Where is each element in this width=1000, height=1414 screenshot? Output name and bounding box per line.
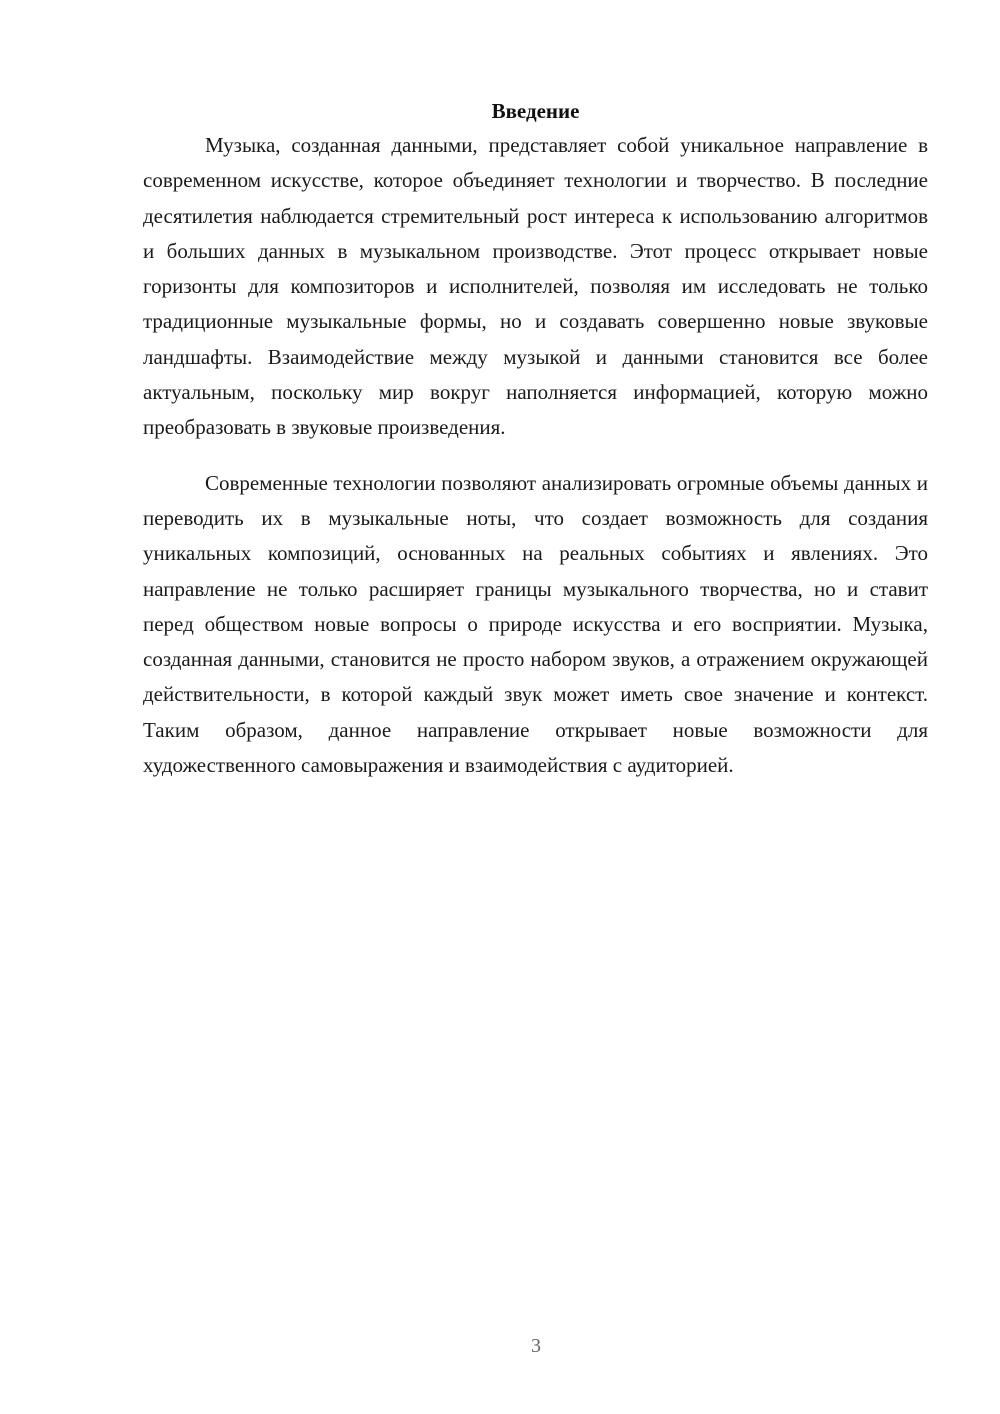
page-content [143, 94, 928, 783]
section-heading: Введение [491, 99, 580, 123]
page-number: 3 [531, 1335, 541, 1357]
paragraph-1: Музыка, созданная данными, представляет собой уникальное направление в современном искусстве, которое объединяет технологии и творчество. В последние десятилетия наблюдается стремительный рост интереса к использованию алгоритмов и больших данных в музыкальном производстве. Этот процесс открывает новые горизонты для композиторов и исполнителей, позволяя им исследовать не только традиционные музыкальные формы, но и создавать совершенно новые звуковые ландшафты. Взаимодействие между музыкой и данными становится все более актуальным, поскольку мир вокруг наполняется информацией, которую можно преобразовать в звуковые произведения. [143, 133, 928, 440]
paragraph-2: Современные технологии позволяют анализировать огромные объемы данных и переводить их в музыкальные ноты, что создает возможность для создания уникальных композиций, основанных на реальных событиях и явлениях. Это направление не только расширяет границы музыкального творчества, но и ставит перед обществом новые вопросы о природе искусства и его восприятии. Музыка, созданная данными, становится не просто набором звуков, а отражением окружающей действительности, в которой каждый звук может иметь свое значение и контекст. Таким образом, данное направление открывает новые возможности для художественного самовыражения и взаимодействия с аудиторией. [143, 470, 928, 778]
